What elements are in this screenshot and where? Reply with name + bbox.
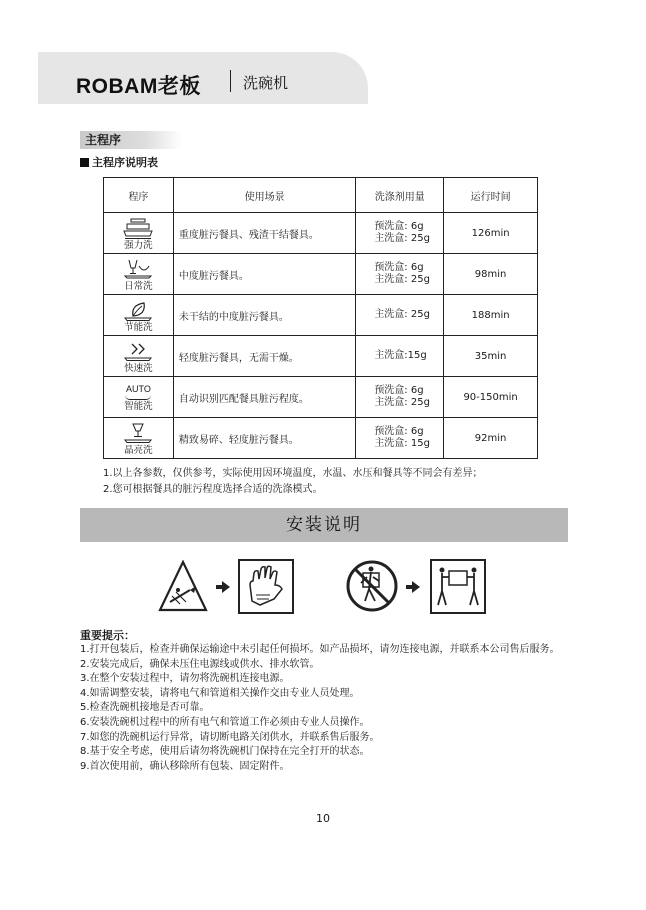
page-number: 10 [316,812,330,825]
no-single-lift-icon [345,559,399,613]
program-name: 智能洗 [124,401,153,412]
arrow-right-icon [406,580,420,594]
usage-cell: 自动识别匹配餐具脏污程度。 [173,377,355,418]
usage-cell: 未干结的中度脏污餐具。 [173,295,355,336]
table-row [104,213,538,254]
note-item: 1.以上各参数，仅供参考，实际使用因环境温度，水温、水压和餐具等不同会有差异； [103,468,483,479]
detergent-cell: 预洗盒: 6g 主洗盒: 15g [356,418,444,459]
bullet-square-icon [80,158,89,167]
program-table [103,177,538,459]
product-name: 洗碗机 [243,74,289,92]
detergent-cell: 主洗盒:15g [356,336,444,377]
section-title: 主程序 [80,131,182,149]
usage-cell: 重度脏污餐具、残渣干结餐具。 [173,213,355,254]
brand-logo: ROBAM老板 [76,75,201,98]
runtime-cell: 126min [444,213,538,254]
program-name: 快速洗 [124,362,153,374]
protective-glove-frame [238,559,294,614]
tip-item: 1.打开包装后，检查并确保运输途中未引起任何损坏。如产品损坏，请勿连接电源，并联系本公司售后服务。 [80,644,560,655]
usage-cell: 中度脏污餐具。 [173,254,355,295]
runtime-cell: 188min [444,295,538,336]
arrow-right-icon [216,580,230,594]
program-cell [104,418,174,459]
wine-glass-icon [121,423,155,445]
protective-glove-icon [240,561,292,612]
table-header-row [104,178,538,213]
two-person-lift-frame [430,559,486,614]
runtime-cell: 35min [444,336,538,377]
auto-tray-line [125,395,151,400]
table-caption-text: 主程序说明表 [92,156,158,169]
detergent-cell: 预洗盒: 6g 主洗盒: 25g [356,213,444,254]
table-row [104,254,538,295]
tip-item: 9.首次使用前，确认移除所有包装、固定附件。 [80,760,290,772]
program-cell [104,254,174,295]
usage-cell: 精致易碎、轻度脏污餐具。 [173,418,355,459]
program-name: 晶亮洗 [124,444,153,456]
fast-forward-icon [121,341,155,363]
auto-icon: AUTO [126,384,151,394]
detergent-cell: 主洗盒: 25g [356,295,444,336]
table-caption [80,156,158,170]
tip-item: 8.基于安全考虑，使用后请勿将洗碗机门保持在完全打开的状态。 [80,746,370,758]
pots-stack-icon [121,218,155,240]
program-cell [104,213,174,254]
tip-item: 2.安装完成后，确保未压住电源线或供水、排水软管。 [80,658,320,670]
note-item: 2.您可根据餐具的脏污程度选择合适的洗涤模式。 [103,484,323,495]
program-cell [104,377,174,418]
program-cell [104,295,174,336]
two-person-lift-icon [432,561,484,612]
tip-item: 5.检查洗碗机接地是否可靠。 [80,702,210,714]
program-name: 日常洗 [124,280,153,292]
header-usage: 使用场景 [173,178,355,213]
runtime-cell: 90-150min [444,377,538,418]
tip-item: 3.在整个安装过程中，请勿将洗碗机连接电源。 [80,673,290,685]
header-divider [230,70,231,92]
program-cell [104,336,174,377]
program-name: 节能洗 [124,321,153,333]
glass-plate-icon [121,259,155,281]
install-title: 安装说明 [80,508,568,542]
header-detergent: 洗涤剂用量 [356,178,444,213]
tip-item: 6.安装洗碗机过程中的所有电气和管道工作必须由专业人员操作。 [80,716,370,728]
runtime-cell: 98min [444,254,538,295]
usage-cell: 轻度脏污餐具，无需干燥。 [173,336,355,377]
detergent-cell: 预洗盒: 6g 主洗盒: 25g [356,254,444,295]
tips-title: 重要提示： [80,629,135,642]
header-program: 程序 [104,178,174,213]
tip-item: 4.如需调整安装，请将电气和管道相关操作交由专业人员处理。 [80,687,360,699]
detergent-cell: 预洗盒: 6g 主洗盒: 25g [356,377,444,418]
runtime-cell: 92min [444,418,538,459]
table-notes [103,466,483,498]
tip-item: 7.如您的洗碗机运行异常，请切断电路关闭供水，并联系售后服务。 [80,731,380,743]
leaf-icon [121,300,155,322]
table-row [104,377,538,418]
tips-list [80,643,570,774]
table-row [104,336,538,377]
table-row [104,295,538,336]
header-runtime: 运行时间 [444,178,538,213]
program-name: 强力洗 [124,239,153,251]
sharp-edge-warning-icon [158,560,208,612]
table-row [104,418,538,459]
